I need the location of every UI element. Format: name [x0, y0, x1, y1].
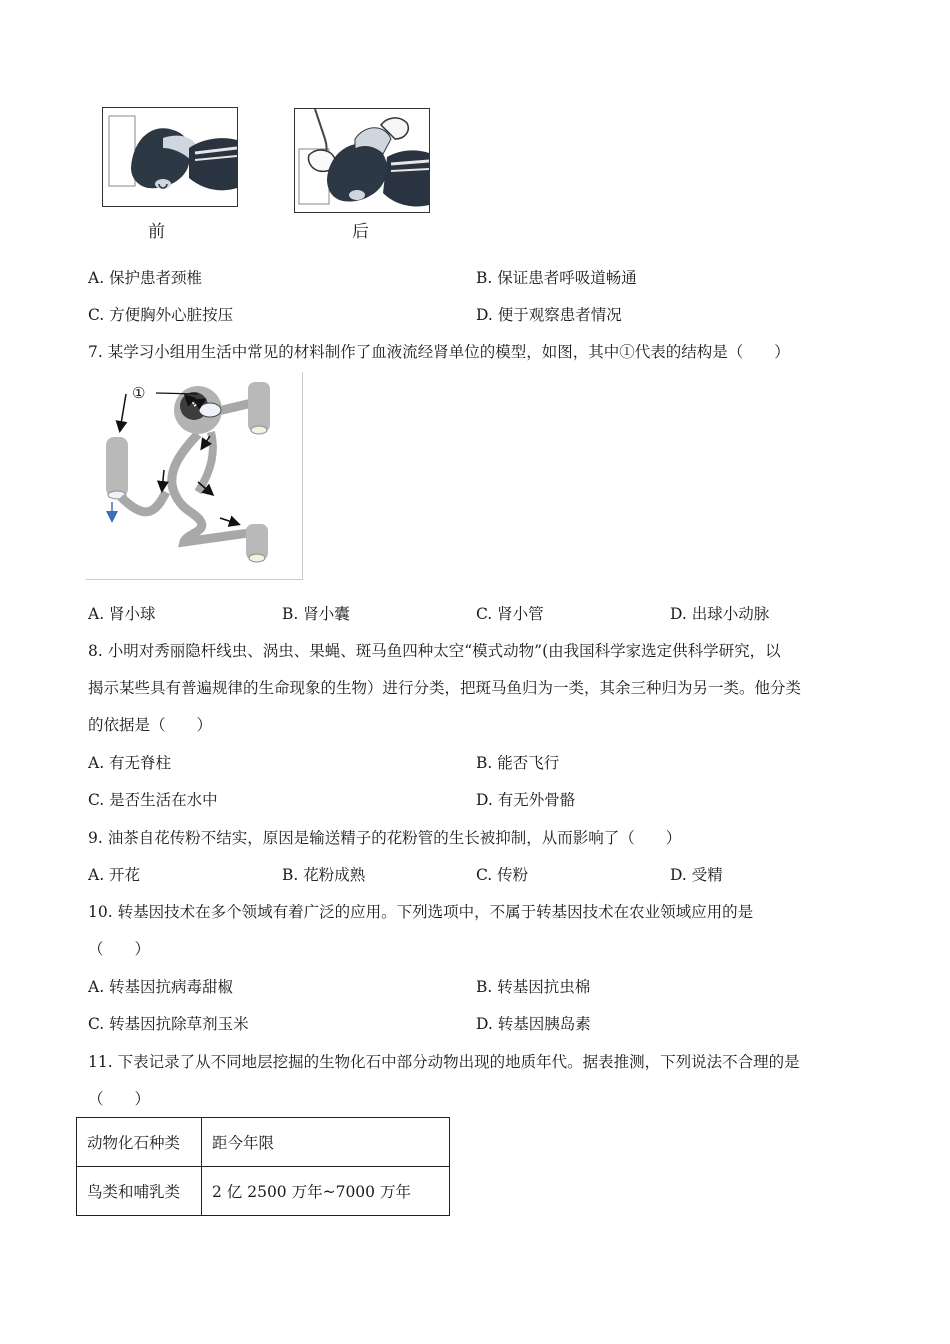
q11-stem-line-1: 11. 下表记录了从不同地层挖掘的生物化石中部分动物出现的地质年代。据表推测，下列说法不合理的是	[88, 1053, 800, 1071]
q8-option-d: D. 有无外骨骼	[476, 791, 576, 809]
q8-stem-line-3: 的依据是（ ）	[88, 716, 213, 734]
q7-option-d: D. 出球小动脉	[670, 605, 770, 623]
patient-after-illustration	[295, 109, 429, 212]
q10-option-d: D. 转基因胰岛素	[476, 1015, 591, 1033]
q6-option-d: D. 便于观察患者情况	[476, 306, 622, 324]
table-header-cell: 动物化石种类	[77, 1118, 202, 1167]
figure-label-1: ①	[132, 384, 146, 402]
table-cell: 鸟类和哺乳类	[77, 1167, 202, 1216]
q8-option-a: A. 有无脊柱	[88, 754, 172, 772]
q9-stem: 9. 油茶自花传粉不结实，原因是输送精子的花粉管的生长被抑制，从而影响了（ ）	[88, 829, 682, 847]
q8-stem-line-1: 8. 小明对秀丽隐杆线虫、涡虫、果蝇、斑马鱼四种太空“模式动物”(由我国科学家选定供科学研究，以	[88, 642, 781, 660]
q8-stem-line-2: 揭示某些具有普遍规律的生命现象的生物）进行分类，把斑马鱼归为一类，其余三种归为另一类。他分类	[88, 679, 802, 697]
q11-stem-line-2: （ ）	[88, 1090, 151, 1108]
table-row	[77, 1167, 450, 1216]
q8-option-b: B. 能否飞行	[476, 754, 560, 772]
q7-option-b: B. 肾小囊	[282, 605, 350, 623]
nephron-model-figure	[86, 372, 303, 580]
q7-stem: 7. 某学习小组用生活中常见的材料制作了血液流经肾单位的模型，如图，其中①代表的结构是（ ）	[88, 343, 790, 361]
q6-option-c: C. 方便胸外心脏按压	[88, 306, 234, 324]
table-cell: 2 亿 2500 万年~7000 万年	[202, 1167, 450, 1216]
figure-after-caption: 后	[352, 222, 369, 242]
table-header-cell: 距今年限	[202, 1118, 450, 1167]
q10-stem-line-1: 10. 转基因技术在多个领域有着广泛的应用。下列选项中，不属于转基因技术在农业领域应用的是	[88, 903, 754, 921]
q9-option-c: C. 传粉	[476, 866, 529, 884]
fossil-table	[76, 1117, 450, 1216]
q10-option-c: C. 转基因抗除草剂玉米	[88, 1015, 249, 1033]
table-header-row	[77, 1118, 450, 1167]
q9-option-b: B. 花粉成熟	[282, 866, 366, 884]
q10-option-b: B. 转基因抗虫棉	[476, 978, 591, 996]
q7-option-c: C. 肾小管	[476, 605, 544, 623]
figure-before-caption: 前	[148, 222, 165, 242]
figure-before	[102, 107, 238, 207]
patient-before-illustration	[103, 108, 237, 206]
q9-option-d: D. 受精	[670, 866, 723, 884]
q6-option-a: A. 保护患者颈椎	[88, 269, 203, 287]
figure-after	[294, 108, 430, 213]
q8-option-c: C. 是否生活在水中	[88, 791, 218, 809]
q9-option-a: A. 开花	[88, 866, 141, 884]
q6-option-b: B. 保证患者呼吸道畅通	[476, 269, 637, 287]
q7-option-a: A. 肾小球	[88, 605, 156, 623]
q10-option-a: A. 转基因抗病毒甜椒	[88, 978, 234, 996]
q10-stem-line-2: （ ）	[88, 940, 151, 958]
